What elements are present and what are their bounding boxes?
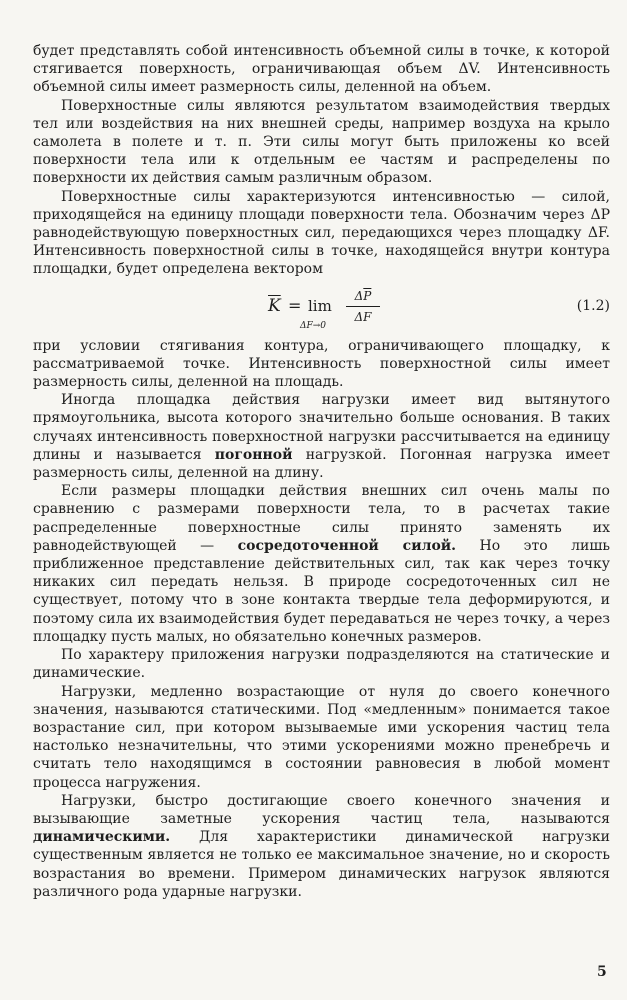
formula-equals: = (288, 295, 302, 315)
numerator-delta: Δ (354, 288, 364, 303)
paragraph-after-formula: при условии стягивания контура, ограничивающего площадку, к рассматриваемой точке. Интенсивность поверхностной силы имеет размерность силы, деленной на площадь. (33, 337, 610, 391)
body-text (33, 42, 610, 901)
paragraph-concentrated-force: Если размеры площадки действия внешних сил очень малы по сравнению с размерами поверхности тела, то в расчетах такие распределенные поверхностные силы принято заменять их равнодействующей — сосредоточенной силой. Но это лишь приближенное представление действительных сил, так как через точку никаких сил передать нельзя. В природе сосредоточенных сил не существует, потому что в зоне контакта твердые тела деформируются, и поэтому сила их взаимодействия будет передаваться не через точку, а через площадку пусть малых, но обязательно конечных размеров. (33, 483, 610, 645)
formula-lhs: $\overline{K}$ (268, 295, 281, 316)
page-number: 5 (597, 964, 607, 980)
term-linear-load: погонной (214, 446, 293, 463)
paragraph-dynamic-loads: Нагрузки, быстро достигающие своего конечного значения и вызывающие заметные ускорения частиц тела, называются динамическими. Для характеристики динамической нагрузки существенным является не только ее максимальное значение, но и скорость возрастания во времени. Примером динамических нагрузок являются различного рода ударные нагрузки. (33, 792, 610, 900)
formula-lim: lim (308, 296, 332, 315)
numerator-var: $\overline{P}$ (363, 288, 372, 303)
formula-denominator: ΔF (354, 309, 372, 324)
formula-lim-subscript: ΔF→0 (300, 320, 327, 331)
formula-numerator (346, 287, 380, 307)
paragraph-intensity: Поверхностные силы характеризуются интенсивностью — силой, приходящейся на единицу площади поверхности тела. Обозначим через ΔP равнодействующую поверхностных сил, передающихся через площадку ΔF. Интенсивность поверхностной силы в точке, находящейся внутри контура площадки, будет определена вектором (33, 188, 610, 278)
term-concentrated-force: сосредоточенной силой. (237, 537, 457, 554)
formula-1-2 (33, 285, 610, 329)
formula-fraction (346, 287, 380, 326)
formula-expression (268, 287, 418, 331)
paragraph-continuation: будет представлять собой интенсивность объемной силы в точке, к которой стягивается поверхность, ограничивающая объем ΔV. Интенсивность объемной силы имеет размерность силы, деленной на объем. (33, 43, 610, 96)
paragraph-surface-forces: Поверхностные силы являются результатом взаимодействия твердых тел или воздействия на них внешней среды, например воздуха на крыло самолета в полете и т. п. Эти силы могут быть приложены ко всей поверхности тела или к отдельным ее частям и распределены по поверхности их действия самым различным образом. (33, 97, 610, 187)
paragraph-static-loads: Нагрузки, медленно возрастающие от нуля до своего конечного значения, называются статическими. Под «медленным» понимается такое возрастание сил, при котором вызываемые ими ускорения частиц тела настолько незначительны, что этими ускорениями можно пренебречь и считать тело находящимся в состоянии равновесия в любой момент процесса нагружения. (33, 683, 610, 791)
paragraph-linear-load: Иногда площадка действия нагрузки имеет вид вытянутого прямоугольника, высота которого значительно больше основания. В таких случаях интенсивность поверхностной нагрузки рассчитывается на единицу длины и называется погонной нагрузкой. Погонная нагрузка имеет размерность силы, деленной на длину. (33, 392, 610, 482)
equation-number: (1.2) (576, 297, 610, 314)
paragraph-load-types: По характеру приложения нагрузки подразделяются на статические и динамические. (33, 647, 610, 682)
term-dynamic: динамическими. (33, 829, 171, 846)
